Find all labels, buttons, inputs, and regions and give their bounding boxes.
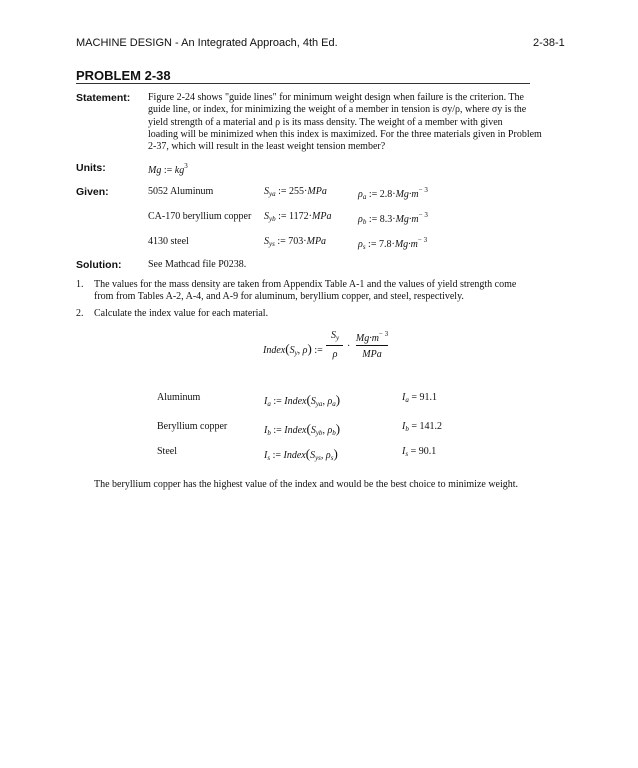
units-lhs: Mg — [148, 165, 162, 176]
statement-line-5: 2-37, which will result in the least weight tension member? — [148, 141, 386, 152]
step-2-line-1: Calculate the index value for each material. — [94, 308, 269, 319]
statement-line-3: yield strength of a material and ρ is its mass density. The weight of a member with given — [148, 117, 503, 128]
title-rule — [76, 83, 530, 84]
index-fraction-1-bar — [326, 345, 343, 346]
statement-line-4: loading will be minimized when this index is maximized. For the three materials given in Problem — [148, 129, 542, 140]
result-name-beryllium-copper: Beryllium copper — [157, 421, 228, 432]
given-density-steel: $\rho_s$ := $7.8\cdot Mg\cdot m^{- 3}$ — [358, 236, 428, 251]
given-strength-aluminum: $S_{ya}$ := 255·MPa — [264, 186, 327, 198]
given-label: Given: — [76, 186, 109, 198]
result-name-steel: Steel — [157, 446, 177, 457]
solution-label: Solution: — [76, 259, 122, 271]
given-density-aluminum: $\rho_a$ := $2.8\cdot Mg\cdot m^{- 3}$ — [358, 186, 428, 201]
given-material-beryllium-copper: CA-170 beryllium copper — [148, 211, 252, 222]
book-title: MACHINE DESIGN - An Integrated Approach, 4th Ed. — [76, 37, 338, 49]
units-rhs: kg — [174, 165, 185, 176]
index-fraction-1-numerator: $S_y$ — [330, 330, 340, 342]
given-strength-steel: $S_{ys}$ := 703·MPa — [264, 236, 327, 248]
problem-title: PROBLEM 2-38 — [76, 68, 171, 83]
index-fraction-2-denominator: MPa — [362, 349, 382, 360]
result-value-aluminum: $I_a = 91.1$ — [402, 392, 437, 404]
given-material-steel: 4130 steel — [148, 236, 189, 247]
result-formula-aluminum: $I_a$ := $Index(S_{ya}$, $\rho_a$) — [264, 392, 341, 408]
result-formula-steel: $I_s$ := $Index(S_{ys}$, $\rho_s$) — [264, 446, 338, 462]
step-1-line-2: from from Tables A-2, A-4, and A-9 for aluminum, beryllium copper, and steel, respectively. — [94, 291, 464, 302]
given-material-aluminum: 5052 Aluminum — [148, 186, 214, 197]
statement-line-2: guide line, or index, for minimizing the weight of a member in tension is σy/ρ, where σy is the — [148, 104, 527, 115]
step-2-number: 2. — [76, 308, 84, 319]
result-name-aluminum: Aluminum — [157, 392, 201, 403]
units-label: Units: — [76, 162, 106, 174]
solution-text: See Mathcad file P0238. — [148, 259, 247, 270]
index-definition-lhs: $Index(S_y$, ρ) := — [263, 341, 323, 357]
statement-label: Statement: — [76, 92, 131, 104]
step-1-line-1: The values for the mass density are taken from Appendix Table A-1 and the values of yield strength come — [94, 279, 517, 290]
step-1-number: 1. — [76, 279, 84, 290]
result-value-beryllium-copper: $I_b = 141.2$ — [402, 421, 442, 433]
index-fraction-2-bar — [356, 345, 388, 346]
result-value-steel: $I_s = 90.1$ — [402, 446, 437, 458]
units-equation: Mg := $kg^3$ — [148, 162, 188, 176]
statement-line-1: Figure 2-24 shows "guide lines" for minimum weight design when failure is the criterion. The — [148, 92, 524, 103]
given-strength-beryllium-copper: $S_{yb}$ := 1172·MPa — [264, 211, 332, 223]
index-fraction-1-denominator: ρ — [332, 349, 338, 360]
result-formula-beryllium-copper: $I_b$ := $Index(S_{yb}$, $\rho_b$) — [264, 421, 341, 437]
page-number: 2-38-1 — [533, 37, 565, 49]
index-fraction-2-numerator: $Mg\cdot m^{- 3}$ — [355, 330, 389, 344]
conclusion-text: The beryllium copper has the highest value of the index and would be the best choice to minimize weight. — [94, 479, 519, 490]
given-density-beryllium-copper: $\rho_b$ := $8.3\cdot Mg\cdot m^{- 3}$ — [358, 211, 428, 226]
